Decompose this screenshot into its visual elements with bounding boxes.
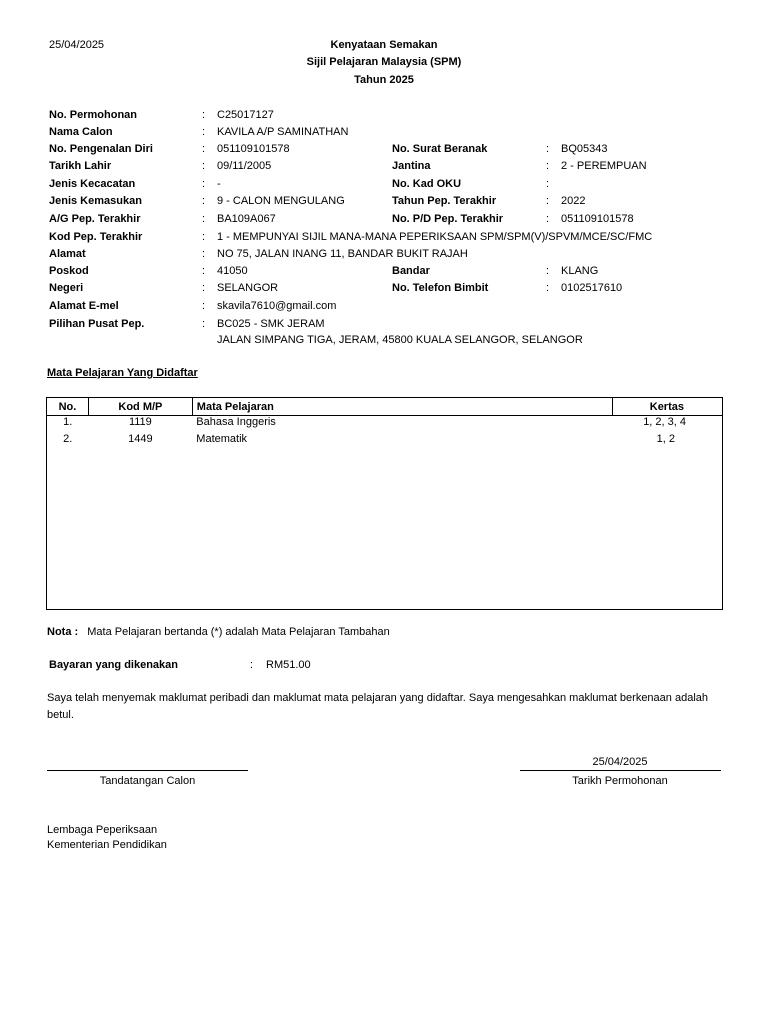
table-row — [47, 433, 723, 450]
colon: : — [202, 265, 206, 277]
label-tahun-pep: Tahun Pep. Terakhir — [392, 195, 497, 207]
colon: : — [202, 231, 206, 243]
info-row-kecacatan — [0, 178, 768, 194]
value-bandar: KLANG — [561, 265, 599, 277]
colon: : — [546, 178, 550, 190]
info-row-ag-pep — [0, 213, 768, 229]
info-row-tarikh-lahir — [0, 160, 768, 176]
tarikh-permohonan-label: Tarikh Permohonan — [572, 775, 668, 787]
colon: : — [546, 265, 550, 277]
label-jantina: Jantina — [392, 160, 431, 172]
label-no-pd-pep: No. P/D Pep. Terakhir — [392, 213, 504, 225]
value-no-permohonan: C25017127 — [217, 109, 274, 121]
colon: : — [202, 109, 206, 121]
declaration-line2: betul. — [47, 709, 74, 721]
label-no-telefon: No. Telefon Bimbit — [392, 282, 489, 294]
colon: : — [202, 160, 206, 172]
value-jantina: 2 - PEREMPUAN — [561, 160, 647, 172]
info-row-nama-calon — [0, 126, 768, 142]
info-row-alamat — [0, 248, 768, 264]
label-no-kad-oku: No. Kad OKU — [392, 178, 462, 190]
colon: : — [202, 282, 206, 294]
label-alamat: Alamat — [49, 248, 86, 260]
colon: : — [202, 143, 206, 155]
colon: : — [546, 195, 550, 207]
value-tahun-pep: 2022 — [561, 195, 586, 207]
info-row-pengenalan — [0, 143, 768, 159]
bayaran-label: Bayaran yang dikenakan — [49, 659, 179, 671]
cell-kod: 1449 — [128, 433, 153, 445]
value-no-pengenalan: 051109101578 — [217, 143, 290, 155]
value-poskod: 41050 — [217, 265, 248, 277]
cell-mata-pelajaran: Matematik — [196, 433, 248, 445]
bayaran-value: RM51.00 — [266, 659, 311, 671]
label-negeri: Negeri — [49, 282, 84, 294]
document-year: Tahun 2025 — [354, 74, 414, 86]
value-pusat-pep-address: JALAN SIMPANG TIGA, JERAM, 45800 KUALA SELANGOR, SELANGOR — [217, 334, 583, 346]
cell-no: 2. — [63, 433, 73, 445]
label-kod-pep: Kod Pep. Terakhir — [49, 231, 143, 243]
label-no-permohonan: No. Permohonan — [49, 109, 138, 121]
subjects-title: Mata Pelajaran Yang Didaftar — [47, 367, 198, 379]
colon: : — [546, 143, 550, 155]
cell-kod: 1119 — [128, 416, 152, 428]
label-no-surat-beranak: No. Surat Beranak — [392, 143, 488, 155]
value-no-telefon: 0102517610 — [561, 282, 623, 294]
colon: : — [250, 659, 254, 671]
cell-mata-pelajaran: Bahasa Inggeris — [196, 416, 276, 428]
value-kod-pep: 1 - MEMPUNYAI SIJIL MANA-MANA PEPERIKSAAN SPM/SPM(V)/SPVM/MCE/SC/FMC — [217, 231, 653, 243]
colon: : — [546, 160, 550, 172]
nota-label: Nota : — [47, 626, 79, 638]
label-jenis-kecacatan: Jenis Kecacatan — [49, 178, 136, 190]
value-jenis-kemasukan: 9 - CALON MENGULANG — [217, 195, 345, 207]
info-row-pusat-pep — [0, 318, 768, 334]
info-row-negeri — [0, 282, 768, 298]
label-poskod: Poskod — [49, 265, 89, 277]
colon: : — [202, 178, 206, 190]
label-nama-calon: Nama Calon — [49, 126, 113, 138]
signature-line-tarikh — [520, 770, 721, 771]
label-jenis-kemasukan: Jenis Kemasukan — [49, 195, 142, 207]
header-kod: Kod M/P — [88, 398, 192, 416]
label-bandar: Bandar — [392, 265, 430, 277]
cell-no: 1. — [63, 416, 73, 428]
info-row-poskod — [0, 265, 768, 281]
table-row — [47, 416, 723, 434]
header-no: No. — [47, 398, 89, 416]
label-no-pengenalan: No. Pengenalan Diri — [49, 143, 153, 155]
info-row-kemasukan — [0, 195, 768, 211]
table-filler — [47, 450, 723, 610]
declaration-line1: Saya telah menyemak maklumat peribadi dan maklumat mata pelajaran yang didaftar. Saya mengesahkan maklumat berkenaan adalah — [47, 692, 708, 704]
subjects-table — [46, 397, 723, 610]
label-ag-pep: A/G Pep. Terakhir — [49, 213, 141, 225]
table-header-row — [47, 398, 723, 416]
value-jenis-kecacatan: - — [217, 178, 221, 190]
value-no-pd-pep: 051109101578 — [561, 213, 634, 225]
value-emel: skavila7610@gmail.com — [217, 300, 337, 312]
value-tarikh-lahir: 09/11/2005 — [217, 160, 272, 172]
colon: : — [202, 318, 206, 330]
header-mata-pelajaran: Mata Pelajaran — [192, 398, 612, 416]
nota — [47, 626, 390, 638]
value-alamat: NO 75, JALAN INANG 11, BANDAR BUKIT RAJAH — [217, 248, 468, 260]
value-pusat-pep: BC025 - SMK JERAM — [217, 318, 325, 330]
colon: : — [202, 300, 206, 312]
info-row-no-permohonan — [0, 109, 768, 125]
document-date: 25/04/2025 — [49, 39, 105, 51]
document-subtitle: Sijil Pelajaran Malaysia (SPM) — [306, 56, 462, 68]
info-row-emel — [0, 300, 768, 316]
signature-line-calon — [47, 770, 248, 771]
cell-kertas: 1, 2, 3, 4 — [643, 416, 686, 428]
value-negeri: SELANGOR — [217, 282, 279, 294]
colon: : — [202, 126, 206, 138]
document-title: Kenyataan Semakan — [330, 39, 438, 51]
cell-kertas: 1, 2 — [656, 433, 675, 445]
label-emel: Alamat E-mel — [49, 300, 119, 312]
value-ag-pep: BA109A067 — [217, 213, 276, 225]
colon: : — [546, 282, 550, 294]
footer-kementerian: Kementerian Pendidikan — [47, 839, 167, 851]
label-tarikh-lahir: Tarikh Lahir — [49, 160, 112, 172]
label-pusat-pep: Pilihan Pusat Pep. — [49, 318, 145, 330]
colon: : — [202, 248, 206, 260]
colon: : — [202, 213, 206, 225]
value-nama-calon: KAVILA A/P SAMINATHAN — [217, 126, 349, 138]
colon: : — [546, 213, 550, 225]
colon: : — [202, 195, 206, 207]
footer-lembaga: Lembaga Peperiksaan — [47, 824, 158, 836]
header-kertas: Kertas — [613, 398, 723, 416]
info-row-kod-pep — [0, 231, 768, 247]
tandatangan-calon-label: Tandatangan Calon — [99, 775, 196, 787]
value-no-surat-beranak: BQ05343 — [561, 143, 608, 155]
nota-text: Mata Pelajaran bertanda (*) adalah Mata Pelajaran Tambahan — [87, 626, 390, 638]
tarikh-permohonan-value: 25/04/2025 — [592, 756, 648, 768]
